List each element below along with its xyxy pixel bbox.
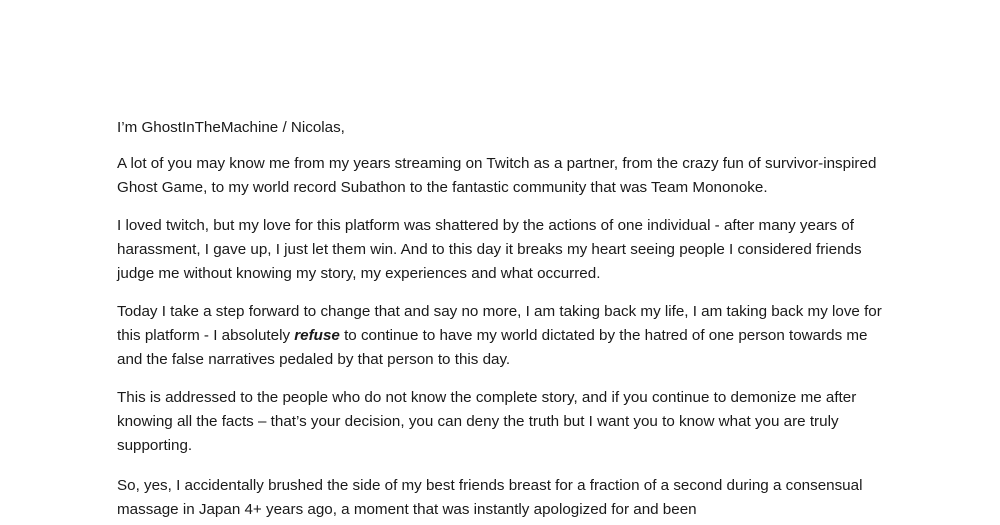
- paragraph-twitch-history: A lot of you may know me from my years streaming on Twitch as a partner, from the crazy fun of survivor-inspired Ghost Game, to my world record Subathon to the fantastic community that was Team Mononoke.: [117, 155, 877, 196]
- paragraph-taking-back-start: Today I take a step forward to change that and say no more, I am taking back my life, I am taking back my love for this platform - I absolutely: [117, 303, 882, 344]
- paragraph-harassment: I loved twitch, but my love for this platform was shattered by the actions of one individual - after many years of harassment, I gave up, I just let them win. And to this day it breaks my heart seeing people I considered friends judge me without knowing my story, my experiences and what occurred.: [117, 217, 862, 282]
- paragraph-taking-back-end: to continue to have my world dictated by the hatred of one person towards me and the false narratives pedaled by that person to this day.: [117, 327, 868, 368]
- paragraph-incident: So, yes, I accidentally brushed the side of my best friends breast for a fraction of a second during a consensual massage in Japan 4+ years ago, a moment that was instantly apologized for and been: [117, 477, 863, 518]
- emphasized-word: refuse: [294, 327, 340, 344]
- letter-body: [117, 116, 897, 525]
- paragraph-addressed: This is addressed to the people who do not know the complete story, and if you continue to demonize me after knowing all the facts – that’s your decision, you can deny the truth but I want you to know what you are truly supporting.: [117, 389, 857, 454]
- paragraph-taking-back: [117, 300, 897, 372]
- greeting-line: I’m GhostInTheMachine / Nicolas,: [117, 119, 345, 136]
